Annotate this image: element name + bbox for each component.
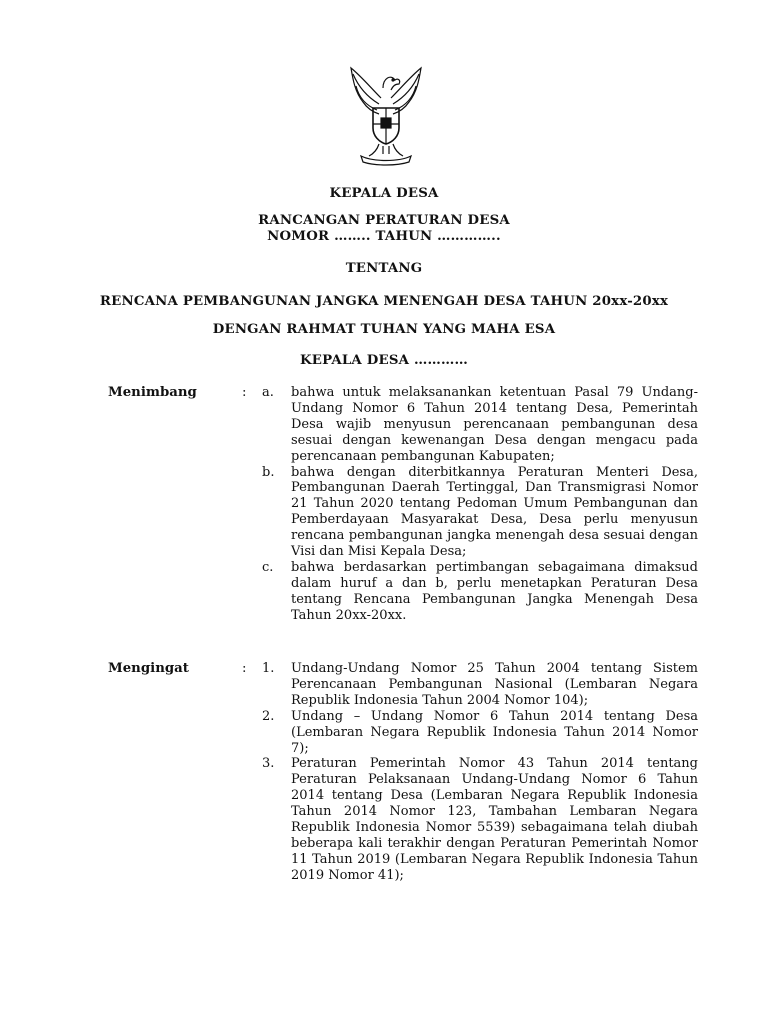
menimbang-item	[262, 560, 698, 624]
mengingat-item	[262, 709, 698, 757]
item-text: Undang-Undang Nomor 25 Tahun 2004 tentang Sistem Perencanaan Pembangunan Nasional (Lembaran Negara Republik Indonesia Tahun 2004 Nomor 104);	[291, 661, 698, 708]
item-text: bahwa berdasarkan pertimbangan sebagaimana dimaksud dalam huruf a dan b, perlu menetapkan Peraturan Desa tentang Rencana Pembangunan Jangka Menengah Desa Tahun 20xx-20xx.	[291, 559, 698, 623]
menimbang-label: Menimbang	[108, 385, 197, 400]
garuda-emblem-icon	[343, 58, 429, 166]
menimbang-list	[262, 385, 698, 624]
item-marker: 2.	[262, 708, 275, 724]
item-marker: c.	[262, 559, 274, 575]
item-text: bahwa dengan diterbitkannya Peraturan Menteri Desa, Pembangunan Daerah Tertinggal, Dan Transmigrasi Nomor 21 Tahun 2020 tentang Pedoman Umum Pembangunan dan Pemberdayaan Masyarakat Desa, Desa perlu menyusun rencana pembangunan jangka menengah desa sesuai dengan Visi dan Misi Kepala Desa;	[291, 464, 698, 560]
document-number: NOMOR …….. TAHUN …………..	[267, 229, 501, 244]
item-text: Undang – Undang Nomor 6 Tahun 2014 tentang Desa (Lembaran Negara Republik Indonesia Tahun 2014 Nomor 7);	[291, 708, 698, 756]
item-text: bahwa untuk melaksanankan ketentuan Pasal 79 Undang-Undang Nomor 6 Tahun 2014 tentang Desa, Pemerintah Desa wajib menyusun perencanaan pembangunan desa sesuai dengan kewenangan Desa dengan mengacu pada perencanaan pembangunan Kabupaten;	[291, 385, 698, 464]
menimbang-item	[262, 465, 698, 560]
mengingat-item	[262, 756, 698, 883]
menimbang-item	[262, 385, 698, 465]
item-marker: a.	[262, 385, 274, 400]
document-subject: RENCANA PEMBANGUNAN JANGKA MENENGAH DESA TAHUN 20xx-20xx	[99, 294, 669, 309]
about-heading: TENTANG	[345, 261, 423, 276]
mengingat-item	[262, 661, 698, 709]
item-text: Peraturan Pemerintah Nomor 43 Tahun 2014 tentang Peraturan Pelaksanaan Undang-Undang Nomor 6 Tahun 2014 tentang Desa (Lembaran Negara Republik Indonesia Tahun 2014 Nomor 123, Tambahan Lembaran Negara Republik Indonesia Nomor 5539) sebagaimana telah diubah beberapa kali terakhir dengan Peraturan Pemerintah Nomor 11 Tahun 2019 (Lembaran Negara Republik Indonesia Tahun 2019 Nomor 41);	[291, 756, 698, 883]
mengingat-colon: :	[242, 661, 247, 676]
blessing-line: DENGAN RAHMAT TUHAN YANG MAHA ESA	[212, 322, 556, 337]
mengingat-list	[262, 661, 698, 884]
authority-title: KEPALA DESA	[329, 186, 439, 201]
item-marker: 1.	[262, 661, 275, 676]
mengingat-label: Mengingat	[108, 661, 189, 676]
signer-title: KEPALA DESA …………	[300, 353, 468, 368]
item-marker: b.	[262, 464, 275, 480]
item-marker: 3.	[262, 756, 275, 772]
document-type: RANCANGAN PERATURAN DESA	[258, 213, 510, 228]
menimbang-colon: :	[242, 385, 247, 400]
